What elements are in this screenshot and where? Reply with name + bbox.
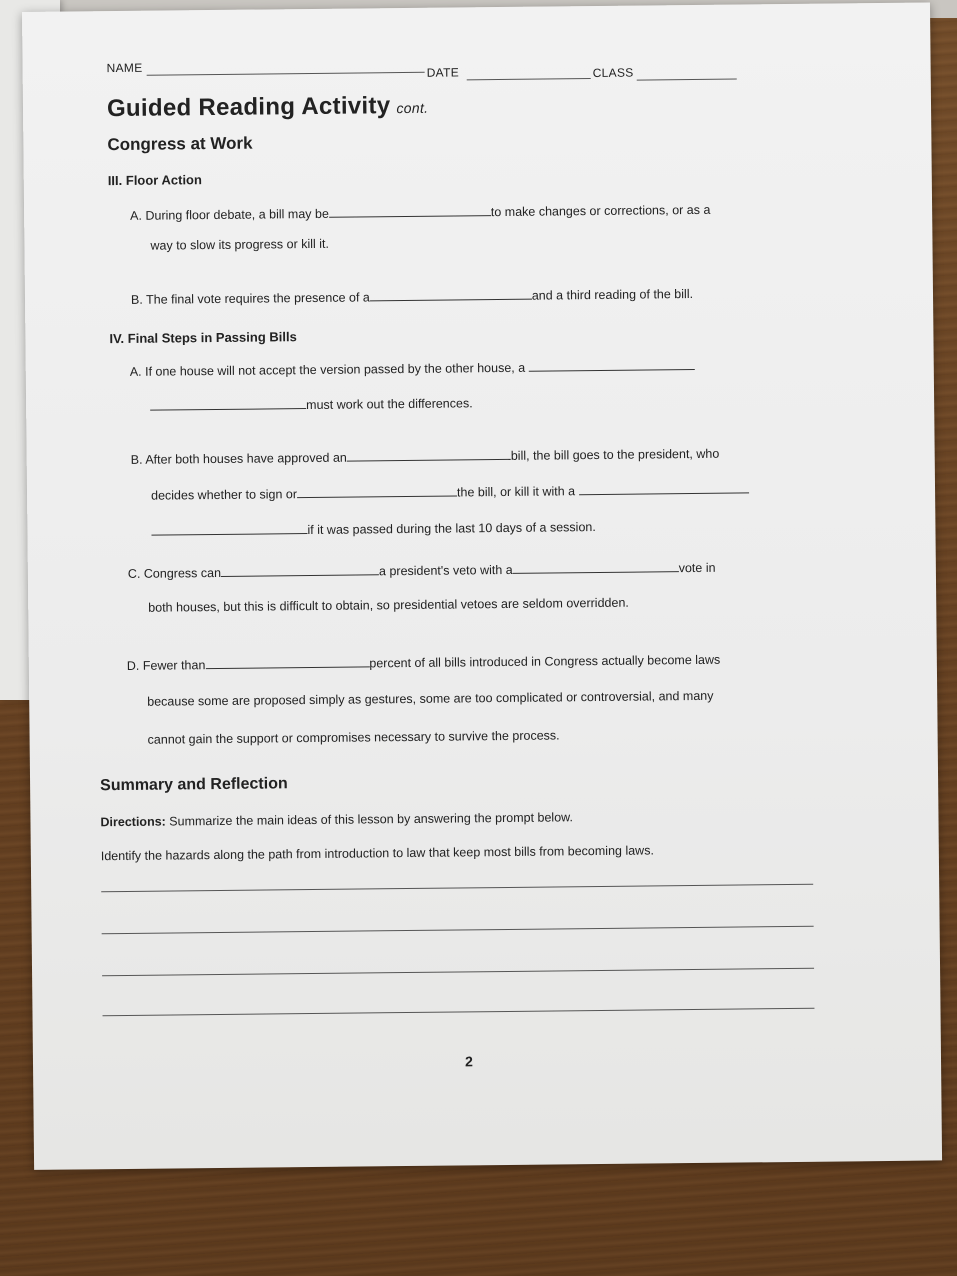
item-3a-line1: A. During floor debate, a bill may be to make changes or corrections, or as a: [130, 202, 711, 223]
class-label: CLASS: [592, 65, 634, 81]
item-4a-line1: A. If one house will not accept the version passed by the other house, a: [130, 357, 696, 379]
answer-line-2[interactable]: [102, 926, 814, 934]
section-3-heading: III. Floor Action: [107, 172, 202, 189]
item-4b-line1: B. After both houses have approved an bill, the bill goes to the president, who: [130, 446, 720, 467]
answer-line-1[interactable]: [101, 884, 813, 892]
item-3b-line1: B. The final vote requires the presence of a and a third reading of the bill.: [130, 286, 694, 307]
blank-4a-1[interactable]: [529, 357, 695, 372]
item-4d-line3: cannot gain the support or compromises necessary to survive the process.: [147, 728, 560, 747]
item-4d-line1: D. Fewer than percent of all bills introduced in Congress actually become laws: [126, 652, 721, 673]
blank-4b-3[interactable]: [579, 480, 749, 495]
answer-line-4[interactable]: [103, 1008, 815, 1016]
directions-label: Directions:: [100, 814, 166, 830]
item-3a-line2: way to slow its progress or kill it.: [150, 236, 330, 253]
blank-4b-2[interactable]: [297, 483, 457, 498]
class-field[interactable]: [637, 79, 737, 81]
title-suffix: cont.: [396, 99, 429, 117]
blank-4a-2[interactable]: [150, 396, 306, 411]
item-4b-line2: decides whether to sign or the bill, or kill it with a: [151, 480, 749, 502]
blank-3a[interactable]: [329, 203, 491, 218]
directions: [100, 810, 573, 829]
date-label: DATE: [426, 65, 460, 80]
name-label: NAME: [106, 60, 143, 76]
blank-4d[interactable]: [205, 654, 369, 669]
summary-heading: Summary and Reflection: [100, 775, 288, 795]
page-number: 2: [464, 1053, 473, 1070]
item-4b-line3: if it was passed during the last 10 days of a session.: [151, 518, 596, 539]
item-4d-line2: because some are proposed simply as gestures, some are too complicated or controversial, and many: [147, 688, 714, 709]
title-text: Guided Reading Activity: [106, 92, 391, 123]
item-4c-line2: both houses, but this is difficult to obtain, so presidential vetoes are seldom overridden.: [148, 595, 629, 615]
blank-3b[interactable]: [370, 287, 532, 302]
section-4-heading: IV. Final Steps in Passing Bills: [109, 329, 297, 347]
blank-4b-1[interactable]: [347, 447, 511, 462]
name-field[interactable]: [147, 72, 425, 76]
blank-4c-1[interactable]: [221, 562, 379, 577]
summary-prompt: Identify the hazards along the path from introduction to law that keep most bills from becoming laws.: [100, 843, 654, 864]
worksheet-page: [22, 2, 942, 1169]
page-title: [107, 92, 429, 123]
directions-text: Summarize the main ideas of this lesson by answering the prompt below.: [169, 810, 574, 829]
blank-4c-2[interactable]: [513, 559, 679, 574]
item-4a-line2: must work out the differences.: [150, 394, 473, 413]
answer-line-3[interactable]: [102, 968, 814, 976]
date-field[interactable]: [467, 78, 591, 80]
lesson-subtitle: Congress at Work: [107, 133, 253, 155]
blank-4b-4[interactable]: [151, 521, 307, 536]
item-4c-line1: C. Congress can a president's veto with a vote in: [127, 560, 716, 581]
